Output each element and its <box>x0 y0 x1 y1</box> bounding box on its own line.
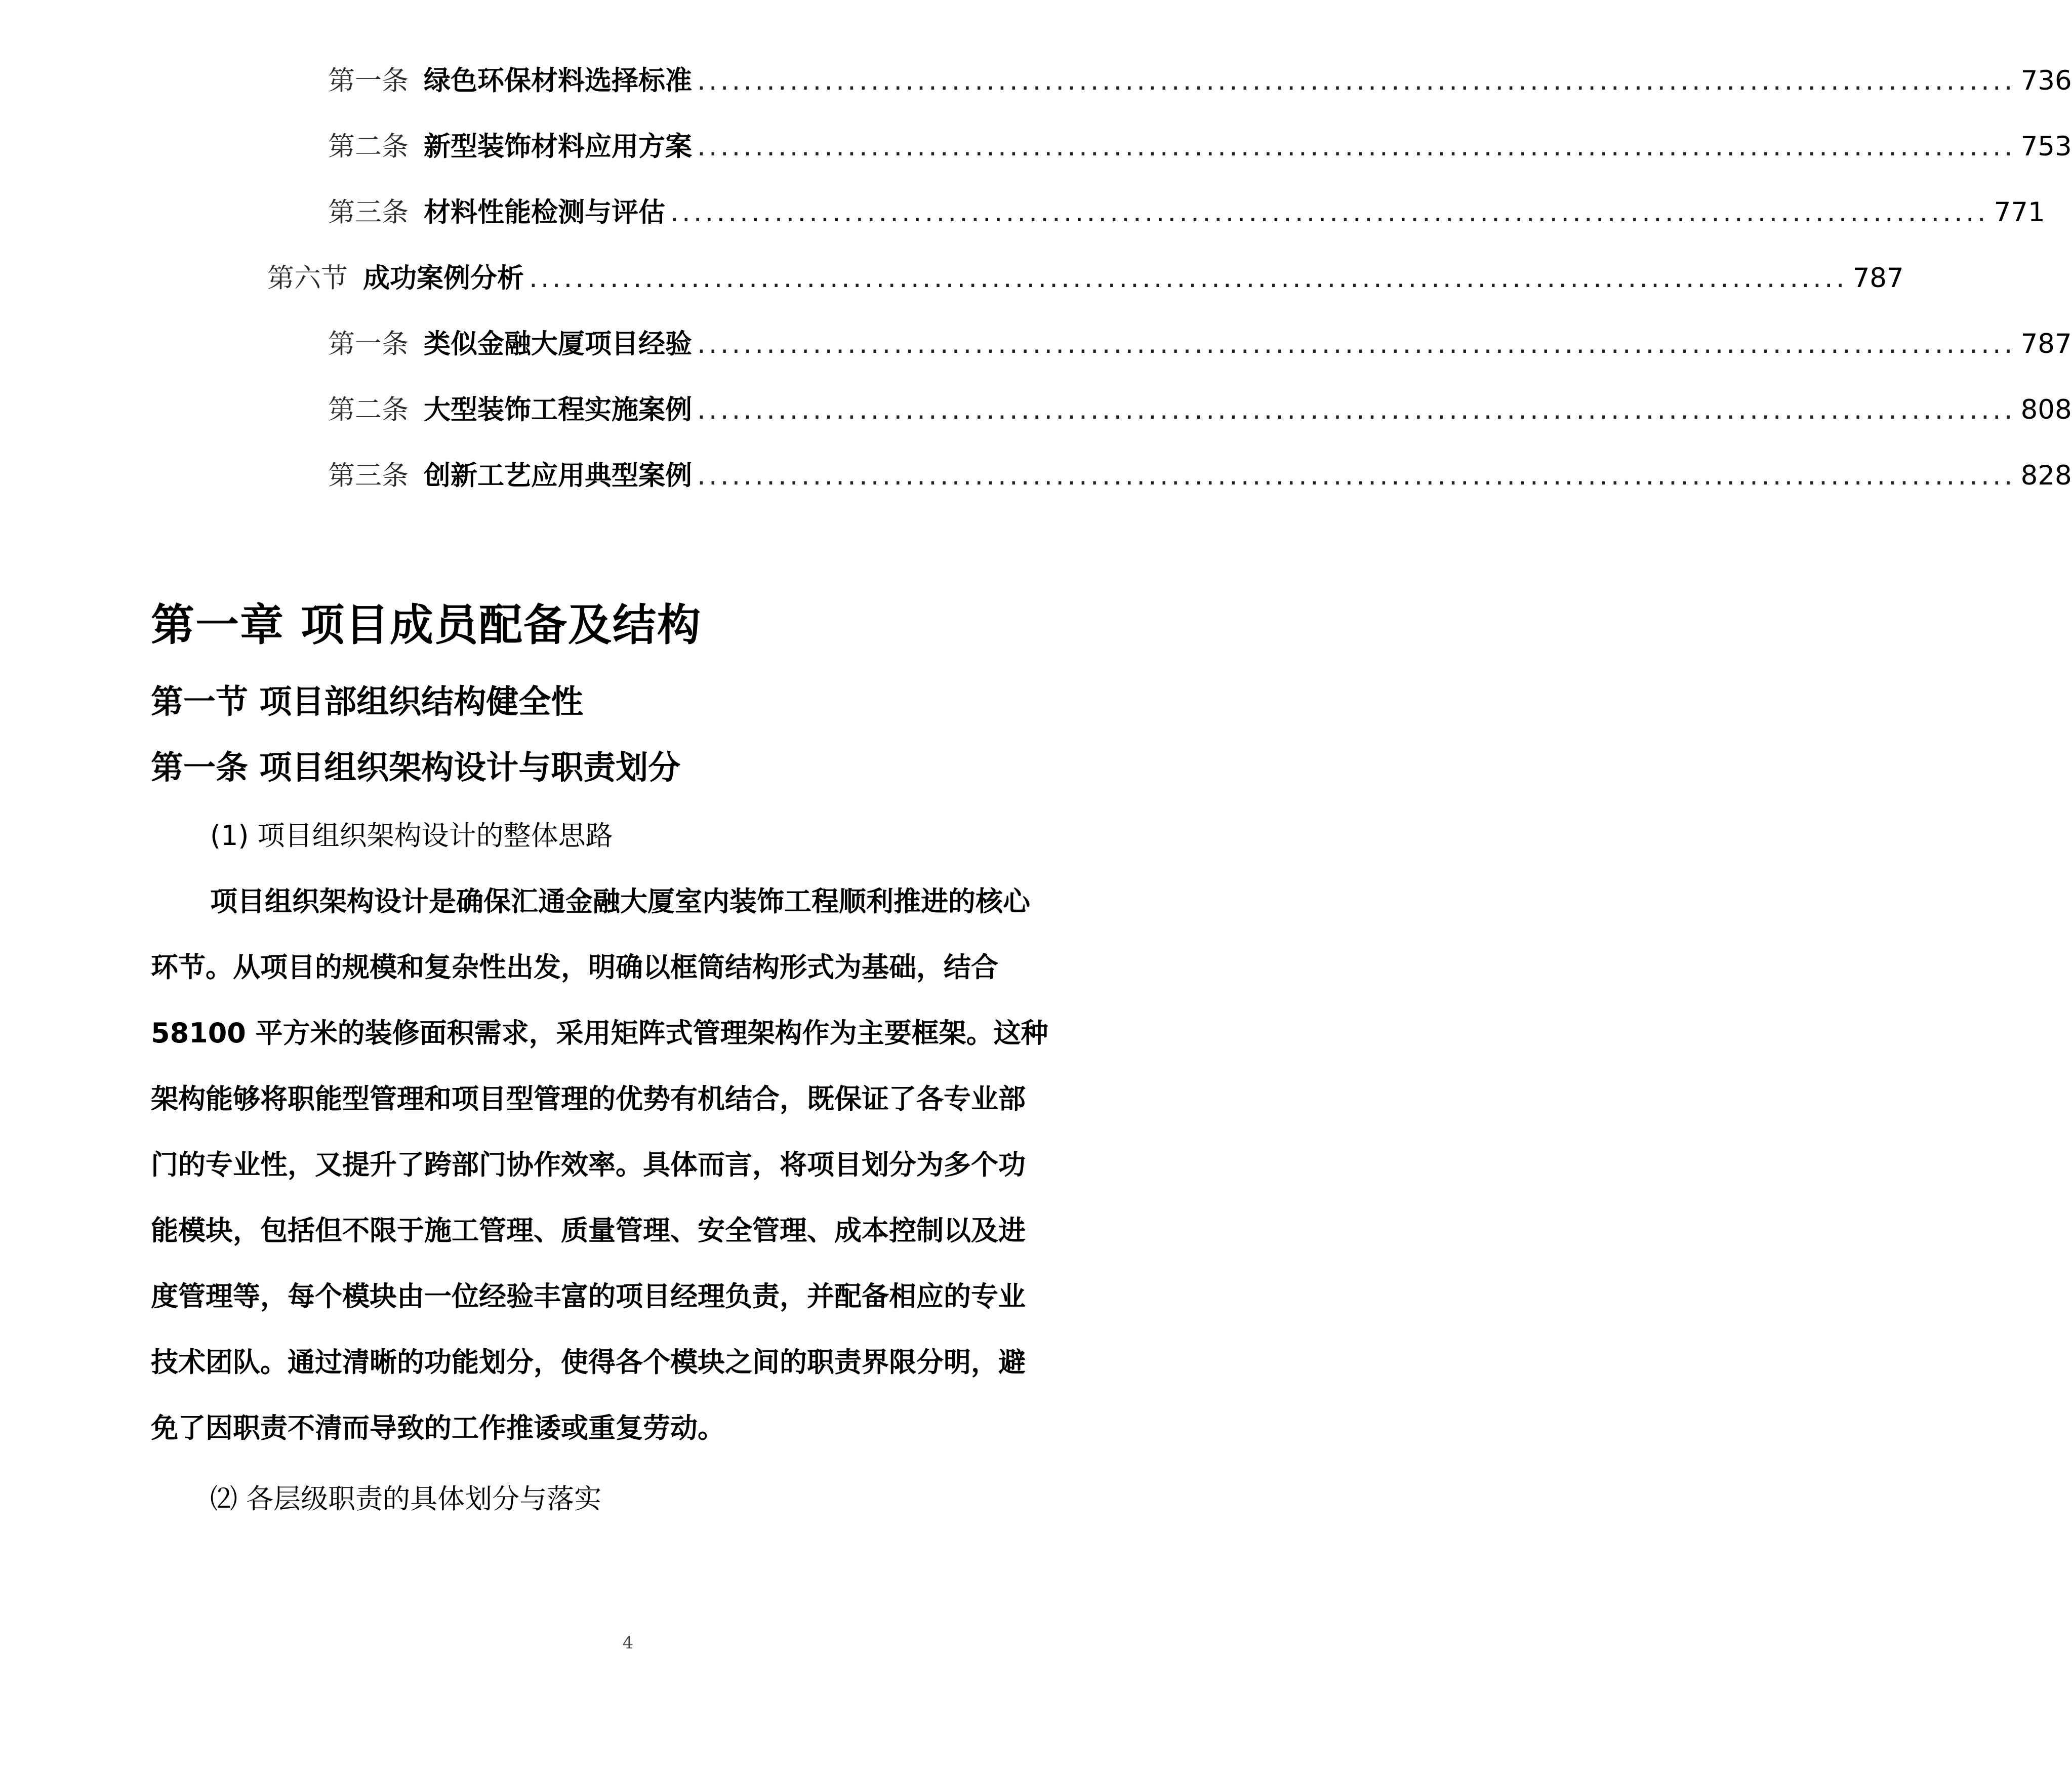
paragraph-line: 环节。从项目的规模和复杂性出发，明确以框筒结构形式为基础，结合 <box>151 951 998 983</box>
toc-dot-leader: .................................................................................................................. <box>670 197 1989 228</box>
toc-dot-leader: .................................................................................................................. <box>697 329 2016 359</box>
article-heading: 第一条 项目组织架构设计与职责划分 <box>151 749 681 787</box>
toc-entry[interactable] <box>328 324 2072 365</box>
toc-entry-page: 787 <box>1852 263 1904 294</box>
toc-entry-title: 创新工艺应用典型案例 <box>424 460 692 491</box>
toc-entry-page: 787 <box>2020 329 2072 359</box>
toc-dot-leader: .................................................................................................................. <box>529 263 1848 294</box>
toc-entry[interactable] <box>328 61 2072 101</box>
toc-entry-page: 828 <box>2020 460 2072 491</box>
toc-dot-leader: .................................................................................................................. <box>697 394 2016 425</box>
toc-entry-number: 第一条 <box>328 329 409 359</box>
paragraph-line: 度管理等，每个模块由一位经验丰富的项目经理负责，并配备相应的专业 <box>151 1280 1026 1312</box>
toc-dot-leader: .................................................................................................................. <box>697 460 2016 491</box>
toc-entry-title: 大型装饰工程实施案例 <box>424 394 692 425</box>
toc-entry-title: 绿色环保材料选择标准 <box>424 65 692 96</box>
toc-entry-title: 新型装饰材料应用方案 <box>424 131 692 162</box>
toc-entry-number: 第三条 <box>328 460 409 491</box>
toc-entry-number: 第二条 <box>328 394 409 425</box>
sub-point-heading: ⑵ 各层级职责的具体划分与落实 <box>210 1483 602 1515</box>
toc-entry-title: 材料性能检测与评估 <box>424 197 665 228</box>
page-number: 4 <box>622 1633 634 1653</box>
paragraph-line: 架构能够将职能型管理和项目型管理的优势有机结合，既保证了各专业部 <box>151 1083 1026 1115</box>
section-heading: 第一节 项目部组织结构健全性 <box>151 683 584 721</box>
toc-entry-title: 类似金融大厦项目经验 <box>424 329 692 359</box>
toc-entry-number: 第六节 <box>267 263 348 294</box>
toc-entry[interactable] <box>328 456 2072 496</box>
toc-entry-page: 808 <box>2020 394 2072 425</box>
toc-entry-number: 第三条 <box>328 197 409 228</box>
toc-entry-number: 第二条 <box>328 131 409 162</box>
paragraph-line: 能模块，包括但不限于施工管理、质量管理、安全管理、成本控制以及进 <box>151 1215 1026 1246</box>
toc-entry-title: 成功案例分析 <box>363 263 524 294</box>
toc-dot-leader: .................................................................................................................. <box>697 65 2016 96</box>
toc-entry-page: 753 <box>2020 131 2072 162</box>
toc-entry[interactable] <box>328 192 2045 233</box>
paragraph-line: 58100 平方米的装修面积需求，采用矩阵式管理架构作为主要框架。这种 <box>151 1017 1048 1049</box>
toc-entry[interactable] <box>328 127 2072 167</box>
toc-entry-number: 第一条 <box>328 65 409 96</box>
toc-entry-page: 736 <box>2020 65 2072 96</box>
paragraph-line: 免了因职责不清而导致的工作推诿或重复劳动。 <box>151 1412 725 1444</box>
paragraph-line: 门的专业性，又提升了跨部门协作效率。具体而言，将项目划分为多个功 <box>151 1149 1026 1181</box>
paragraph-line: 项目组织架构设计是确保汇通金融大厦室内装饰工程顺利推进的核心 <box>210 885 1030 917</box>
paragraph-line: 技术团队。通过清晰的功能划分，使得各个模块之间的职责界限分明，避 <box>151 1346 1026 1378</box>
sub-point-heading: (1) 项目组织架构设计的整体思路 <box>210 820 613 852</box>
chapter-title: 第一章 项目成员配备及结构 <box>151 600 702 651</box>
toc-entry[interactable] <box>267 258 1904 299</box>
toc-dot-leader: .................................................................................................................. <box>697 131 2016 162</box>
toc-entry[interactable] <box>328 390 2072 430</box>
toc-entry-page: 771 <box>1994 197 2045 228</box>
